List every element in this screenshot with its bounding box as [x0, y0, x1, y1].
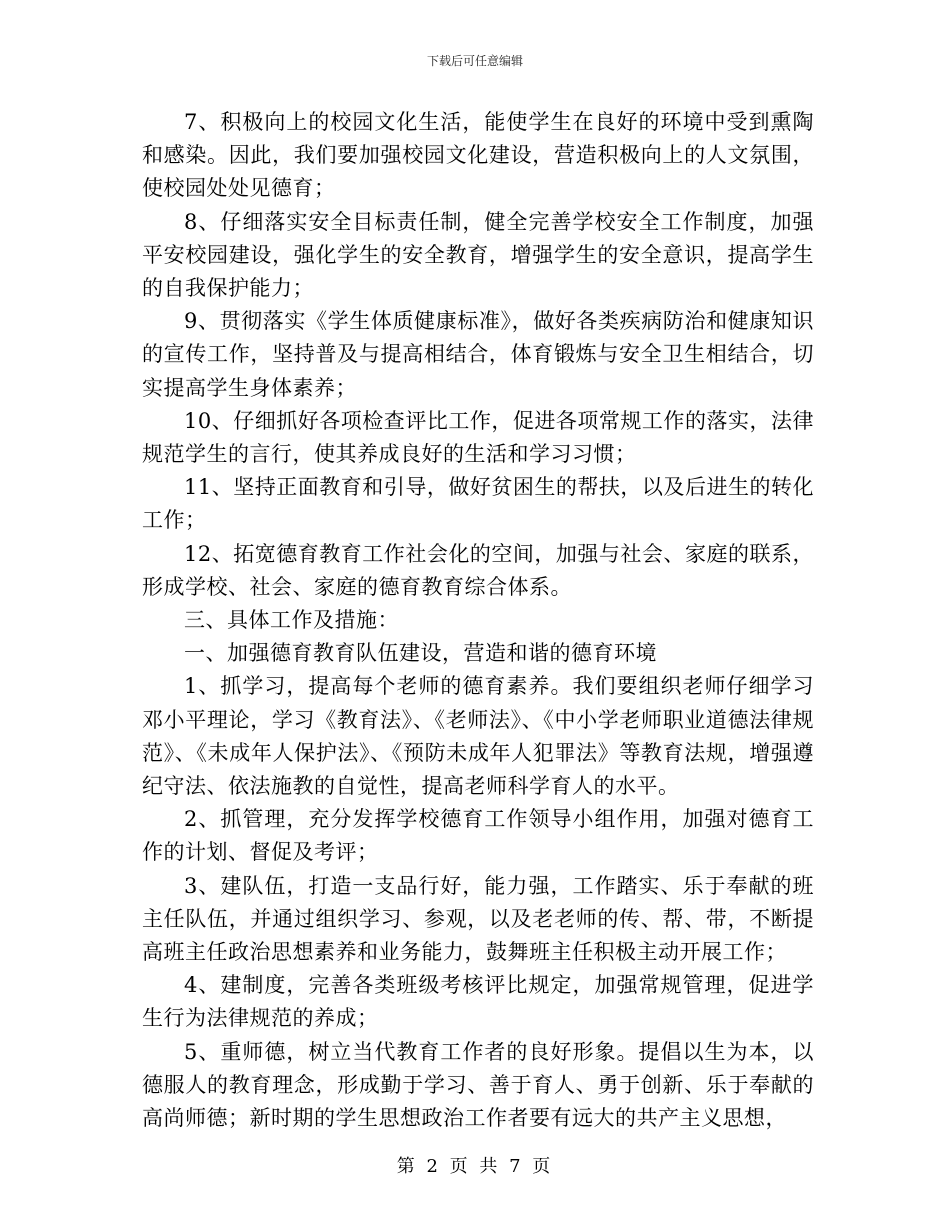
paragraph-1-study: 1、抓学习，提高每个老师的德育素养。我们要组织老师仔细学习邓小平理论，学习《教育法》、《老师法》、《中小学老师职业道德法律规范》、《未成年人保护法》、《预防未成年人犯罪法》等教育法规，增强遵纪守法、依法施教的自觉性，提高老师科学育人的水平。: [142, 674, 814, 799]
paragraph-8-safety: 8、仔细落实安全目标责任制，健全完善学校安全工作制度，加强平安校园建设，强化学生的安全教育，增强学生的安全意识，提高学生的自我保护能力；: [142, 209, 814, 301]
page-header: 下载后可任意编辑: [426, 54, 523, 68]
paragraph-9-health-standard: 9、贯彻落实《学生体质健康标准》，做好各类疾病防治和健康知识的宣传工作，坚持普及与提高相结合，体育锻炼与安全卫生相结合，切实提高学生身体素养；: [142, 309, 814, 400]
paragraph-10-inspection: 10、仔细抓好各项检查评比工作，促进各项常规工作的落实，法律规范学生的言行，使其养成良好的生活和学习习惯；: [142, 408, 814, 467]
paragraph-3-team: 3、建队伍，打造一支品行好，能力强，工作踏实、乐于奉献的班主任队伍，并通过组织学习、参观，以及老老师的传、帮、带，不断提高班主任政治思想素养和业务能力，鼓舞班主任积极主动开展工作；: [142, 873, 814, 965]
document-body: [142, 106, 814, 1135]
paragraph-7-campus-culture: 7、积极向上的校园文化生活，能使学生在良好的环境中受到熏陶和感染。因此，我们要加强校园文化建设，营造积极向上的人文氛围，使校园处处见德育；: [142, 110, 814, 201]
paragraph-12-socialization: 12、拓宽德育教育工作社会化的空间，加强与社会、家庭的联系，形成学校、社会、家庭的德育教育综合体系。: [142, 541, 814, 599]
paragraph-11-positive-education: 11、坚持正面教育和引导，做好贫困生的帮扶，以及后进生的转化工作；: [142, 475, 814, 533]
section-heading-measures: 三、具体工作及措施：: [184, 608, 399, 633]
paragraph-2-management: 2、抓管理，充分发挥学校德育工作领导小组作用，加强对德育工作的计划、督促及考评；: [142, 807, 814, 865]
paragraph-5-teacher-ethics: 5、重师德，树立当代教育工作者的良好形象。提倡以生为本，以德服人的教育理念，形成勤于学习、善于育人、勇于创新、乐于奉献的高尚师德；新时期的学生思想政治工作者要有远大的共产主义思想，: [142, 1039, 814, 1131]
paragraph-4-system: 4、建制度，完善各类班级考核评比规定，加强常规管理，促进学生行为法律规范的养成；: [142, 973, 814, 1031]
subsection-heading-team-building: 一、加强德育教育队伍建设，营造和谐的德育环境: [184, 641, 657, 666]
page-number-footer: 第 2 页 共 7 页: [396, 1156, 554, 1177]
